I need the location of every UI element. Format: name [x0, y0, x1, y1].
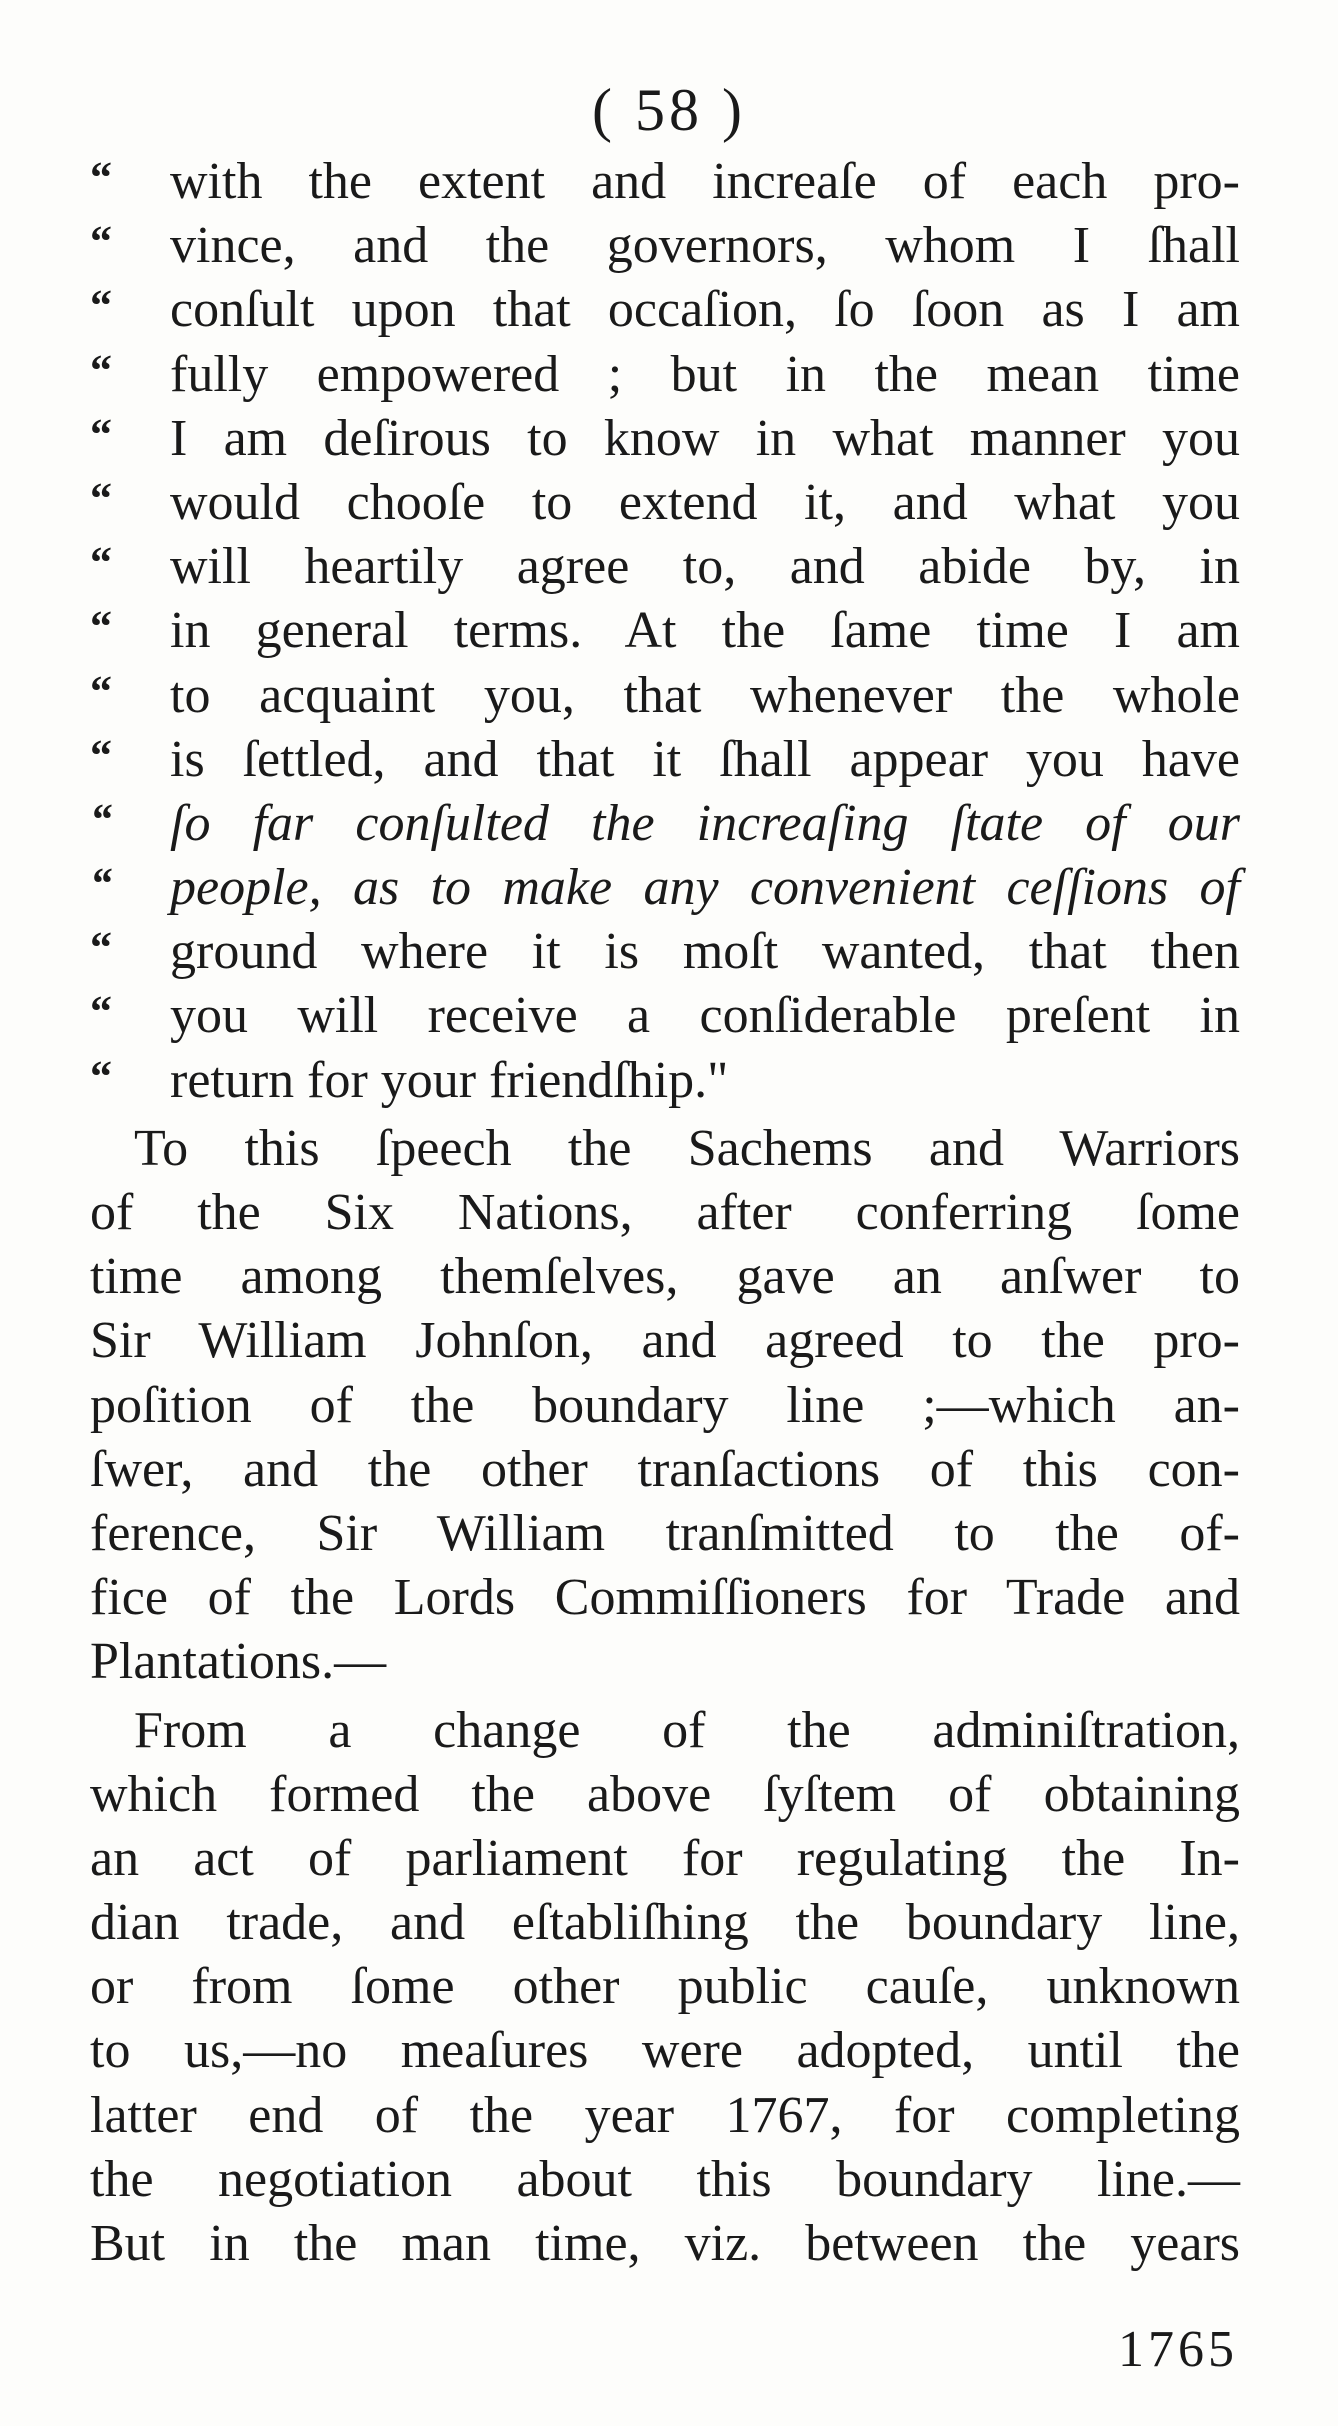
text-line: an act of parliament for regulating the In-: [90, 1829, 1240, 1887]
text-line: which formed the above ſyſtem of obtaining: [90, 1765, 1240, 1823]
text-line: ference, Sir William tranſmitted to the of-: [90, 1504, 1240, 1562]
text-line: time among themſelves, gave an anſwer to: [90, 1248, 1240, 1306]
text-line: Plantations.—: [90, 1633, 387, 1691]
text-line: or from ſome other public cauſe, unknown: [90, 1958, 1240, 2016]
text-line: fice of the Lords Commiſſioners for Trade and: [90, 1569, 1240, 1627]
text-line: “ will heartily agree to, and abide by, in: [90, 535, 1240, 599]
paragraph-first-line: From a change of the adminiſtration,: [134, 1701, 1240, 1759]
text-line: “ ground where it is moſt wanted, that then: [90, 920, 1240, 984]
page-number: ( 58 ): [592, 77, 746, 143]
text-line: “ is ſettled, and that it ſhall appear you have: [90, 728, 1240, 792]
text-line: “ with the extent and increaſe of each pro-: [90, 150, 1240, 214]
text-line: “ in general terms. At the ſame time I am: [90, 599, 1240, 663]
text-line: “ conſult upon that occaſion, ſo ſoon as I am: [90, 278, 1240, 342]
text-line: “ would chooſe to extend it, and what you: [90, 471, 1240, 535]
text-line: ſwer, and the other tranſactions of this con-: [90, 1440, 1240, 1498]
catchword: 1765: [1118, 2321, 1238, 2378]
text-line: Sir William Johnſon, and agreed to the pro-: [90, 1312, 1240, 1370]
text-line: latter end of the year 1767, for completing: [90, 2086, 1240, 2144]
text-line: “ to acquaint you, that whenever the whole: [90, 664, 1240, 728]
text-line: the negotiation about this boundary line.—: [90, 2150, 1240, 2208]
text-line: “ you will receive a conſiderable preſent in: [90, 984, 1240, 1048]
text-line: “ people, as to make any convenient ceſſions of: [90, 856, 1240, 920]
text-line: “ ſo far conſulted the increaſing ſtate of our: [90, 792, 1240, 856]
text-line: “ I am deſirous to know in what manner you: [90, 407, 1240, 471]
text-line: of the Six Nations, after conferring ſome: [90, 1184, 1240, 1241]
text-line: “ vince, and the governors, whom I ſhall: [90, 214, 1240, 278]
text-line: to us,—no meaſures were adopted, until the: [90, 2022, 1240, 2080]
body-text: [90, 150, 1240, 2276]
text-line: But in the man time, viz. between the years: [90, 2215, 1240, 2272]
text-line: dian trade, and eſtabliſhing the boundary line,: [90, 1894, 1240, 1952]
text-line: “ fully empowered ; but in the mean time: [90, 343, 1240, 407]
text-line: “ return for your friendſhip.": [90, 1049, 1240, 1113]
text-line: poſition of the boundary line ;—which an-: [90, 1376, 1240, 1434]
paragraph-first-line: To this ſpeech the Sachems and Warriors: [134, 1119, 1240, 1177]
